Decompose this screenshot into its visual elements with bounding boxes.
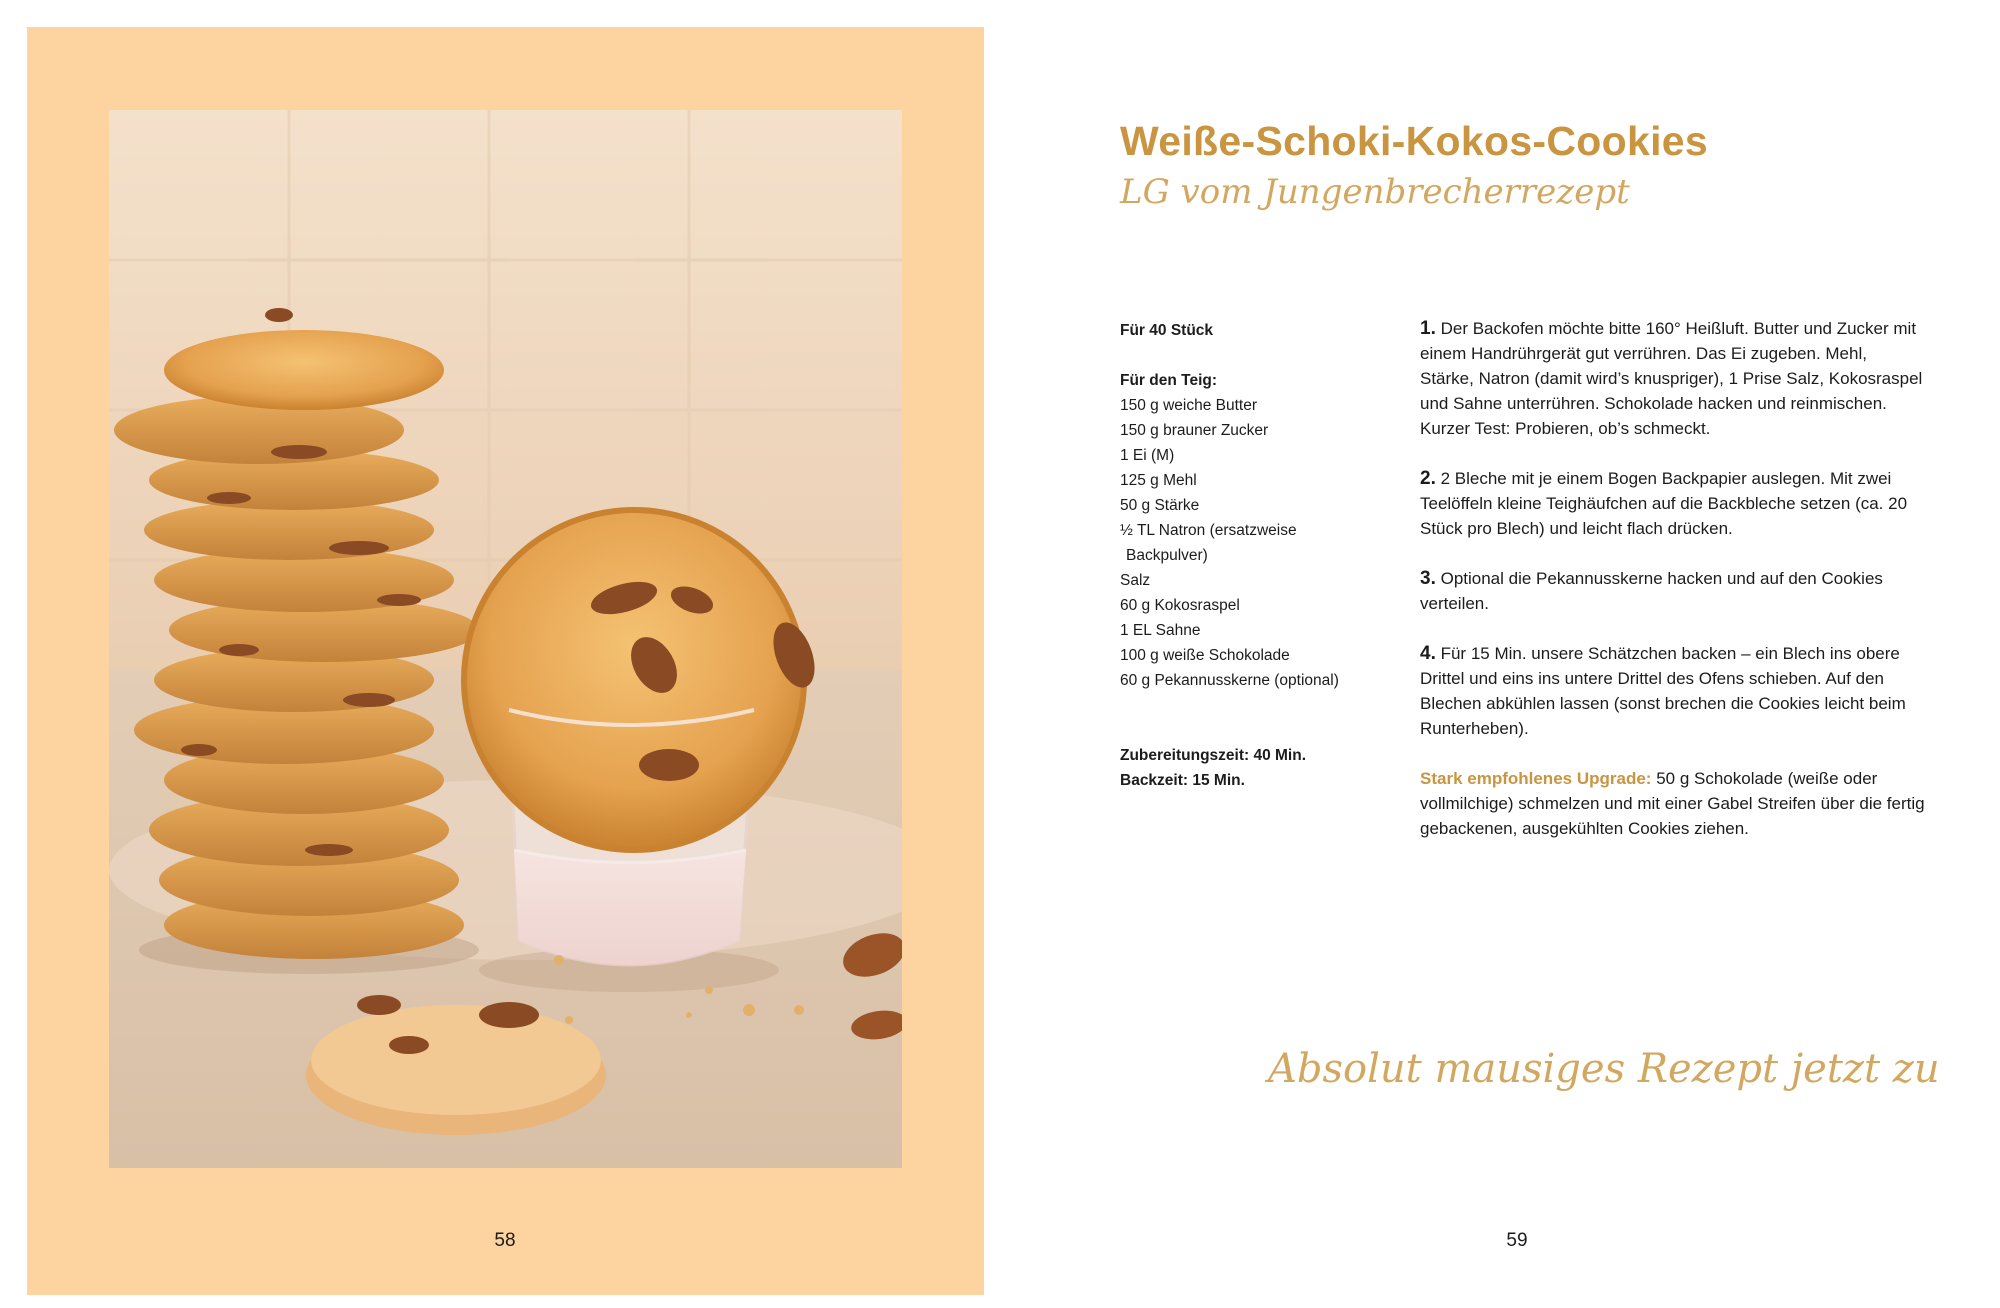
left-page (27, 27, 984, 1295)
ingredients-column (1120, 318, 1380, 793)
ingredient-item: 60 g Pekannusskerne (optional) (1120, 672, 1339, 689)
page-number-left: 58 (494, 1230, 516, 1251)
ingredient-item: 150 g brauner Zucker (1120, 422, 1269, 439)
instructions-column (1420, 316, 1925, 866)
step-1 (1420, 316, 1925, 441)
cookie-photo-illustration (109, 110, 902, 1168)
step-2 (1420, 466, 1925, 541)
ingredient-item: 125 g Mehl (1120, 472, 1197, 489)
step-4 (1420, 641, 1925, 741)
upgrade-label: Stark empfohlenes Upgrade: (1420, 769, 1652, 788)
recipe-subtitle: LG vom Jungenbrecherrezept (1120, 172, 1630, 212)
step-number: 1. (1420, 318, 1436, 339)
step-3 (1420, 566, 1925, 616)
step-text: Optional die Pekannusskerne hacken und auf den Cookies verteilen. (1420, 569, 1883, 613)
step-number: 2. (1420, 468, 1436, 489)
right-page (1005, 0, 2000, 1308)
step-number: 3. (1420, 568, 1436, 589)
dough-heading: Für den Teig: (1120, 372, 1218, 389)
ingredient-item: 1 EL Sahne (1120, 622, 1201, 639)
step-text: 2 Bleche mit je einem Bogen Backpapier auslegen. Mit zwei Teelöffeln kleine Teighäufchen auf die Backbleche setzen (ca. 20 Stück pro Blech) und leicht flach drücken. (1420, 469, 1908, 538)
upgrade-note (1420, 766, 1925, 841)
ingredient-item: Backpulver) (1126, 547, 1208, 564)
cookie-photo (109, 110, 902, 1168)
step-text: Der Backofen möchte bitte 160° Heißluft. Butter und Zucker mit einem Handrührgerät gut verrühren. Das Ei zugeben. Mehl, Stärke, Natron (damit wird’s knuspriger), 1 Prise Salz, Kokosraspel und Sahne unterrühren. Schokolade hacken und reinmischen. Kurzer Test: Probieren, ob’s schmeckt. (1420, 319, 1923, 438)
upgrade-text: 50 g Schokolade (weiße oder vollmilchige) schmelzen und mit einer Gabel Streifen über die fertig gebackenen, ausgekühlten Cookies ziehen. (1420, 769, 1925, 838)
ingredient-item: 150 g weiche Butter (1120, 397, 1258, 414)
handwritten-note: Absolut mausiges Rezept jetzt zu (1268, 1046, 1940, 1092)
ingredient-item: 60 g Kokosraspel (1120, 597, 1240, 614)
ingredient-item: 50 g Stärke (1120, 497, 1200, 514)
bake-time: Backzeit: 15 Min. (1120, 772, 1245, 789)
ingredient-item: 1 Ei (M) (1120, 447, 1175, 464)
page-number-right: 59 (1506, 1230, 1528, 1251)
yield: Für 40 Stück (1120, 322, 1214, 339)
step-text: Für 15 Min. unsere Schätzchen backen – ein Blech ins obere Drittel und eins ins untere Drittel des Ofens schieben. Auf den Blechen abkühlen lassen (sonst brechen die Cookies leicht beim Runterheben). (1420, 644, 1906, 738)
ingredient-item: Salz (1120, 572, 1151, 589)
ingredient-item: 100 g weiße Schokolade (1120, 647, 1290, 664)
prep-time: Zubereitungszeit: 40 Min. (1120, 747, 1307, 764)
recipe-title: Weiße-Schoki-Kokos-Cookies (1120, 118, 1708, 164)
ingredient-item: ½ TL Natron (ersatzweise (1120, 522, 1297, 539)
step-number: 4. (1420, 643, 1436, 664)
